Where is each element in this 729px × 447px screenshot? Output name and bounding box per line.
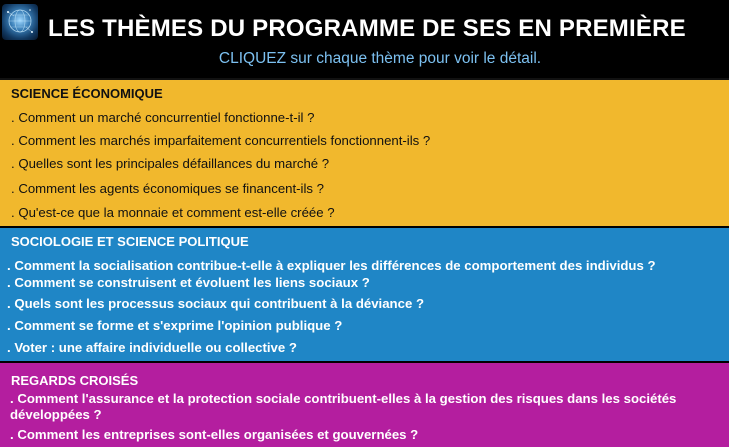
theme-item[interactable]: . Voter : une affaire individuelle ou collective ? xyxy=(7,340,297,355)
section-title: SCIENCE ÉCONOMIQUE xyxy=(11,86,163,101)
theme-section-regards-croises[interactable] xyxy=(0,363,729,447)
page-title: LES THÈMES DU PROGRAMME DE SES EN PREMIÈRE xyxy=(48,15,686,42)
header xyxy=(0,0,729,78)
theme-item[interactable]: . Qu'est-ce que la monnaie et comment est-elle créée ? xyxy=(11,205,335,220)
theme-item[interactable]: . Comment se construisent et évoluent les liens sociaux ? xyxy=(7,275,370,290)
theme-item[interactable]: . Quelles sont les principales défaillances du marché ? xyxy=(11,156,330,171)
theme-item[interactable]: . Comment les marchés imparfaitement concurrentiels fonctionnent-ils ? xyxy=(11,133,431,148)
theme-item[interactable]: . Comment les agents économiques se financent-ils ? xyxy=(11,181,324,196)
page-subtitle: CLIQUEZ sur chaque thème pour voir le détail. xyxy=(218,50,542,67)
theme-item[interactable]: . Comment se forme et s'exprime l'opinion publique ? xyxy=(7,318,343,333)
theme-item[interactable]: . Comment la socialisation contribue-t-elle à expliquer les différences de comportement des individus ? xyxy=(7,258,656,273)
theme-section-sociologie[interactable] xyxy=(0,228,729,361)
theme-item[interactable]: . Comment un marché concurrentiel fonctionne-t-il ? xyxy=(11,110,315,125)
theme-section-science-economique[interactable] xyxy=(0,78,729,226)
globe-network-icon xyxy=(2,4,38,40)
theme-item[interactable]: . Comment l'assurance et la protection sociale contribuent-elles à la gestion des risques dans les sociétés développées ? xyxy=(10,391,677,422)
section-title: SOCIOLOGIE ET SCIENCE POLITIQUE xyxy=(11,234,249,249)
theme-item[interactable]: . Comment les entreprises sont-elles organisées et gouvernées ? xyxy=(10,427,419,442)
section-title: REGARDS CROISÉS xyxy=(11,373,139,388)
theme-item[interactable]: . Quels sont les processus sociaux qui contribuent à la déviance ? xyxy=(7,296,424,311)
